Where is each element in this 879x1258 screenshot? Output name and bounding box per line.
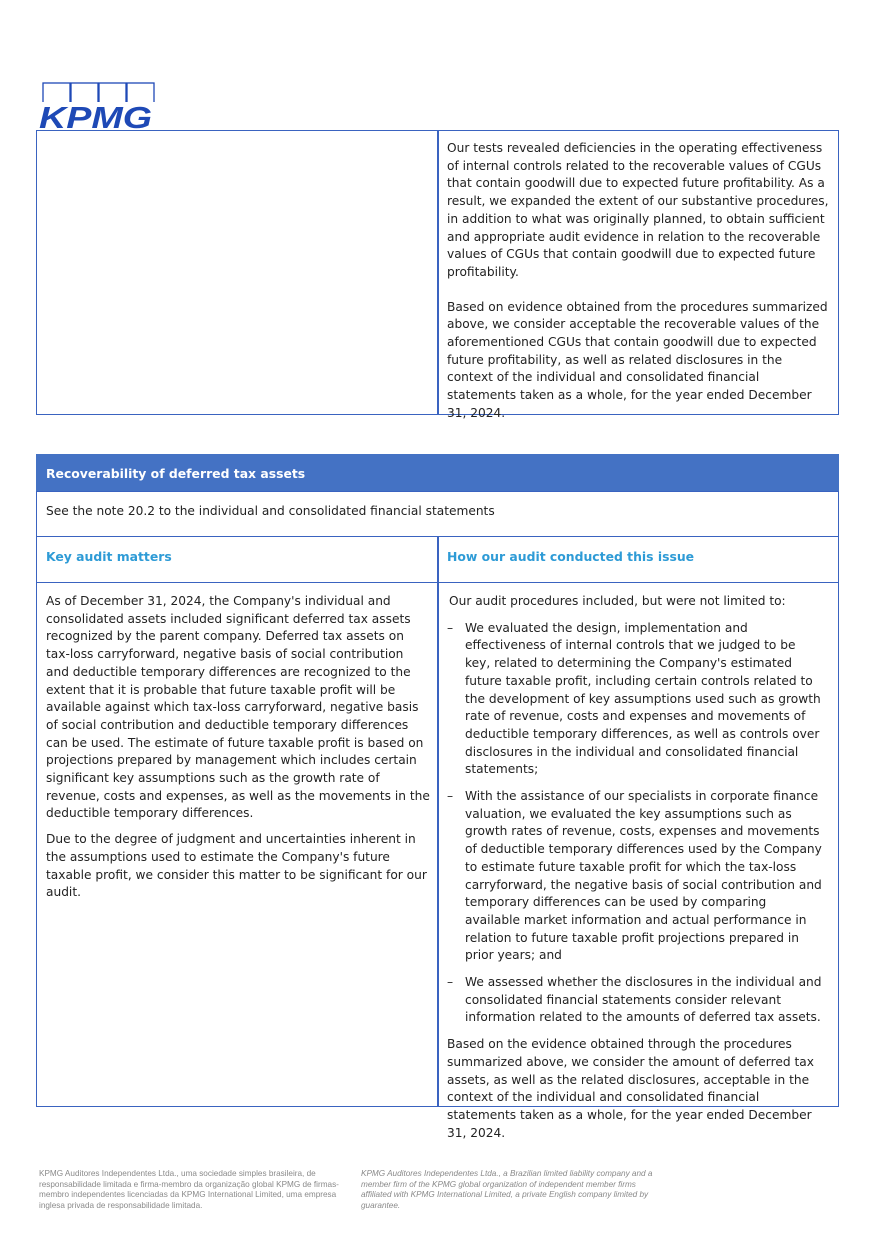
kam-paragraph: As of December 31, 2024, the Company's individual and consolidated assets included significant deferred tax assets recognized by the parent company. Deferred tax assets on tax-loss carryforward, negative basis of social contribution and deductible temporary differences are recognized to the extent that it is probable that future taxable profit will be available against which tax-loss carryforward, negative basis of social contribution and deductible temporary differences can be used. The estimate of future taxable profit is based on projections prepared by management which includes certain significant key assumptions such as the growth rate of revenue, costs and expenses, as well as the movements in the deductible temporary differences.	[46, 594, 430, 821]
top-paragraph: Based on evidence obtained from the procedures summarized above, we consider acceptable the recoverable values of the aforementioned CGUs that contain goodwill due to expected future profitability, as well as related disclosures in the context of the individual and consolidated financial statements taken as a whole, for the year ended December 31, 2024.	[447, 299, 828, 420]
section-note: See the note 20.2 to the individual and consolidated financial statements	[46, 504, 495, 518]
col-header-left-label: Key audit matters	[46, 549, 172, 564]
section-title-bar	[36, 454, 839, 492]
kpmg-logo-graphic	[38, 82, 156, 130]
section-note-row	[36, 491, 839, 537]
audit-response-cell	[437, 582, 839, 1140]
procedure-item: – We evaluated the design, implementation and effectiveness of internal controls that we judged to be key, related to determining the Company's estimated future taxable profit, including certain controls related to the development of key assumptions used such as growth rate of revenue, costs and expenses and movements of deductible temporary differences, as well as controls over disclosures in the individual and consolidated financial statements;	[447, 620, 824, 779]
kpmg-logo	[38, 82, 156, 130]
top-table-right-cell	[437, 130, 839, 420]
top-paragraph: Our tests revealed deficiencies in the operating effectiveness of internal controls related to the recoverable values of CGUs that contain goodwill due to expected future profitability. As a result, we expanded the extent of our substantive procedures, in addition to what was originally planned, to obtain sufficient and appropriate audit evidence in relation to the recoverable values of CGUs that contain goodwill due to expected future profitability.	[447, 141, 829, 279]
section-title: Recoverability of deferred tax assets	[46, 466, 306, 481]
top-table-left-cell	[36, 130, 439, 415]
procedures-list	[447, 620, 824, 1027]
kam-paragraph: Due to the degree of judgment and uncertainties inherent in the assumptions used to estimate the Company's future taxable profit, we consider this matter to be significant for our audit.	[46, 832, 427, 900]
col-header-right-label: How our audit conducted this issue	[447, 549, 695, 564]
procedure-item: – We assessed whether the disclosures in the individual and consolidated financial statements consider relevant information related to the amounts of deferred tax assets.	[447, 974, 824, 1027]
col-header-left	[36, 536, 439, 583]
procedures-conclusion: Based on the evidence obtained through the procedures summarized above, we consider the amount of deferred tax assets, as well as the related disclosures, acceptable in the context of the individual and consolidated financial statements taken as a whole, for the year ended December 31, 2024.	[447, 1037, 814, 1140]
procedure-item: – With the assistance of our specialists in corporate finance valuation, we evaluated the key assumptions such as growth rates of revenue, costs, expenses and movements of deductible temporary differences used by the Company to estimate future taxable profit for which the tax-loss carryforward, the negative basis of social contribution and temporary differences can be used by comparing available market information and actual performance in relation to future taxable profit projections prepared in prior years; and	[447, 788, 824, 965]
footer-english: KPMG Auditores Independentes Ltda., a Brazilian limited liability company and a member firm of the KPMG global organization of independent member firms affiliated with KPMG International Limited, a private English company limited by guarantee.	[361, 1169, 653, 1210]
col-header-right	[437, 536, 839, 583]
procedures-intro: Our audit procedures included, but were not limited to:	[449, 594, 786, 608]
footer-portuguese: KPMG Auditores Independentes Ltda., uma sociedade simples brasileira, de responsabilidade limitada e firma-membro da organização global KPMG de firmas-membro independentes licenciadas da KPMG International Limited, uma empresa inglesa privada de responsabilidade limitada.	[39, 1169, 339, 1210]
kpmg-logo-text: KPMG	[39, 100, 152, 130]
key-audit-matter-cell	[36, 582, 439, 1107]
